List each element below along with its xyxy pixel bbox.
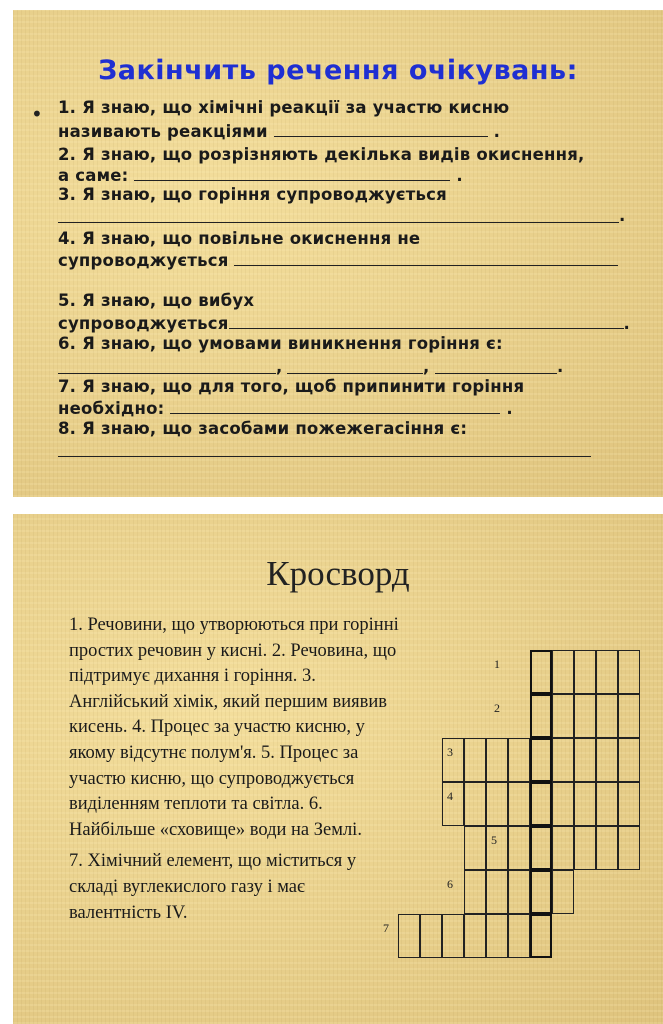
- clue-paragraph: 1. Речовини, що утворюються при горінні простих речовин у кисні. 2. Речовина, що підтримує дихання і горіння. 3. Англійський хімік, який першим виявив кисень. 4. Процес за участю кисню, у якому відсутнє полум'я. 5. Процес за участю кисню, що супроводжується виділенням теплоти та світла. 6. Найбільше «сховище» води на Землі.: [69, 615, 399, 840]
- crossword-cell[interactable]: [508, 914, 530, 958]
- crossword-cell[interactable]: [442, 914, 464, 958]
- crossword-key-cell[interactable]: [530, 650, 552, 694]
- crossword-cell[interactable]: [442, 738, 464, 782]
- crossword-cell[interactable]: [574, 650, 596, 694]
- answer-blank[interactable]: [170, 398, 500, 414]
- clue-paragraph: 7. Хімічний елемент, що міститься у складі вуглекислого газу і має валентність IV.: [69, 851, 357, 923]
- sentence-line: 1. Я знаю, що хімічні реакції за участю кисню: [58, 98, 510, 117]
- crossword-row-number: 1: [494, 657, 500, 671]
- crossword-row-number: 3: [447, 745, 453, 759]
- crossword-cell[interactable]: [508, 738, 530, 782]
- crossword-cell[interactable]: [464, 914, 486, 958]
- crossword-cell[interactable]: [574, 826, 596, 870]
- sentence-line: 6. Я знаю, що умовами виникнення горіння є:: [58, 334, 503, 353]
- sentence-line: 7. Я знаю, що для того, щоб припинити горіння: [58, 377, 525, 396]
- expectations-slide: [13, 10, 663, 497]
- sentence-line: супроводжується: [58, 250, 618, 270]
- crossword-key-cell[interactable]: [530, 826, 552, 870]
- crossword-cell[interactable]: [486, 870, 508, 914]
- answer-blank[interactable]: [234, 250, 618, 266]
- crossword-cell[interactable]: [552, 694, 574, 738]
- crossword-slide: [13, 514, 663, 1024]
- crossword-cell[interactable]: [508, 826, 530, 870]
- crossword-cell[interactable]: [618, 782, 640, 826]
- sentence-line: 3. Я знаю, що горіння супроводжується: [58, 185, 447, 204]
- crossword-cell[interactable]: [574, 782, 596, 826]
- crossword-cell[interactable]: [618, 694, 640, 738]
- period: .: [557, 357, 564, 376]
- slide-title: Кросворд: [266, 554, 410, 593]
- crossword-key-cell[interactable]: [530, 914, 552, 958]
- crossword-cell[interactable]: [486, 914, 508, 958]
- sentence-line: називають реакціями .: [58, 122, 501, 141]
- sentence-line: а саме: .: [58, 166, 463, 185]
- comma: ,: [276, 357, 283, 376]
- crossword-row-number: 5: [491, 833, 497, 847]
- crossword-cell[interactable]: [464, 738, 486, 782]
- answer-blank[interactable]: [58, 373, 276, 374]
- crossword-cell[interactable]: [442, 782, 464, 826]
- crossword-cell[interactable]: [464, 782, 486, 826]
- crossword-cell[interactable]: [618, 738, 640, 782]
- crossword-cell[interactable]: [552, 738, 574, 782]
- crossword-cell[interactable]: [398, 914, 420, 958]
- crossword-cell[interactable]: [486, 826, 508, 870]
- crossword-cell[interactable]: [596, 782, 618, 826]
- crossword-row-number: 4: [447, 789, 453, 803]
- bullet-icon: •: [31, 102, 43, 126]
- crossword-cell[interactable]: [552, 650, 574, 694]
- crossword-row-number: 2: [494, 701, 500, 715]
- answer-blank[interactable]: [435, 373, 557, 374]
- period: .: [619, 206, 626, 225]
- crossword-cell[interactable]: [486, 782, 508, 826]
- crossword-cell[interactable]: [574, 694, 596, 738]
- sentence-line: 5. Я знаю, що вибух: [58, 291, 255, 310]
- slide-title: Закінчить речення очікувань:: [98, 55, 578, 86]
- answer-blank[interactable]: [134, 165, 450, 181]
- crossword-cell[interactable]: [552, 826, 574, 870]
- comma: ,: [423, 357, 430, 376]
- crossword-cell[interactable]: [596, 694, 618, 738]
- crossword-cell[interactable]: [508, 782, 530, 826]
- crossword-cell[interactable]: [420, 914, 442, 958]
- answer-blank[interactable]: [58, 222, 619, 223]
- crossword-row-number: 7: [383, 921, 389, 935]
- crossword-cell[interactable]: [596, 738, 618, 782]
- crossword-cell[interactable]: [464, 826, 486, 870]
- crossword-cell[interactable]: [596, 826, 618, 870]
- crossword-key-cell[interactable]: [530, 782, 552, 826]
- sentence-line: 4. Я знаю, що повільне окиснення не: [58, 229, 421, 248]
- answer-blank[interactable]: [229, 313, 624, 329]
- crossword-cell[interactable]: [464, 870, 486, 914]
- answer-blank[interactable]: [274, 121, 488, 137]
- crossword-cell[interactable]: [618, 650, 640, 694]
- sentence-line: необхідно: .: [58, 399, 513, 418]
- crossword-key-cell[interactable]: [530, 694, 552, 738]
- sentence-line: супроводжується .: [58, 314, 630, 333]
- sentence-line: 8. Я знаю, що засобами пожежегасіння є:: [58, 419, 468, 438]
- answer-blank[interactable]: [287, 373, 423, 374]
- crossword-key-cell[interactable]: [530, 870, 552, 914]
- crossword-clues: [69, 613, 399, 926]
- crossword-cell[interactable]: [552, 870, 574, 914]
- crossword-key-cell[interactable]: [530, 738, 552, 782]
- crossword-cell[interactable]: [486, 738, 508, 782]
- crossword-cell[interactable]: [574, 738, 596, 782]
- sentence-line: 2. Я знаю, що розрізняють декілька видів окиснення,: [58, 145, 585, 164]
- crossword-row-number: 6: [447, 877, 453, 891]
- crossword-cell[interactable]: [552, 782, 574, 826]
- crossword-cell[interactable]: [618, 826, 640, 870]
- crossword-cell[interactable]: [508, 870, 530, 914]
- crossword-cell[interactable]: [596, 650, 618, 694]
- answer-blank[interactable]: [58, 456, 591, 457]
